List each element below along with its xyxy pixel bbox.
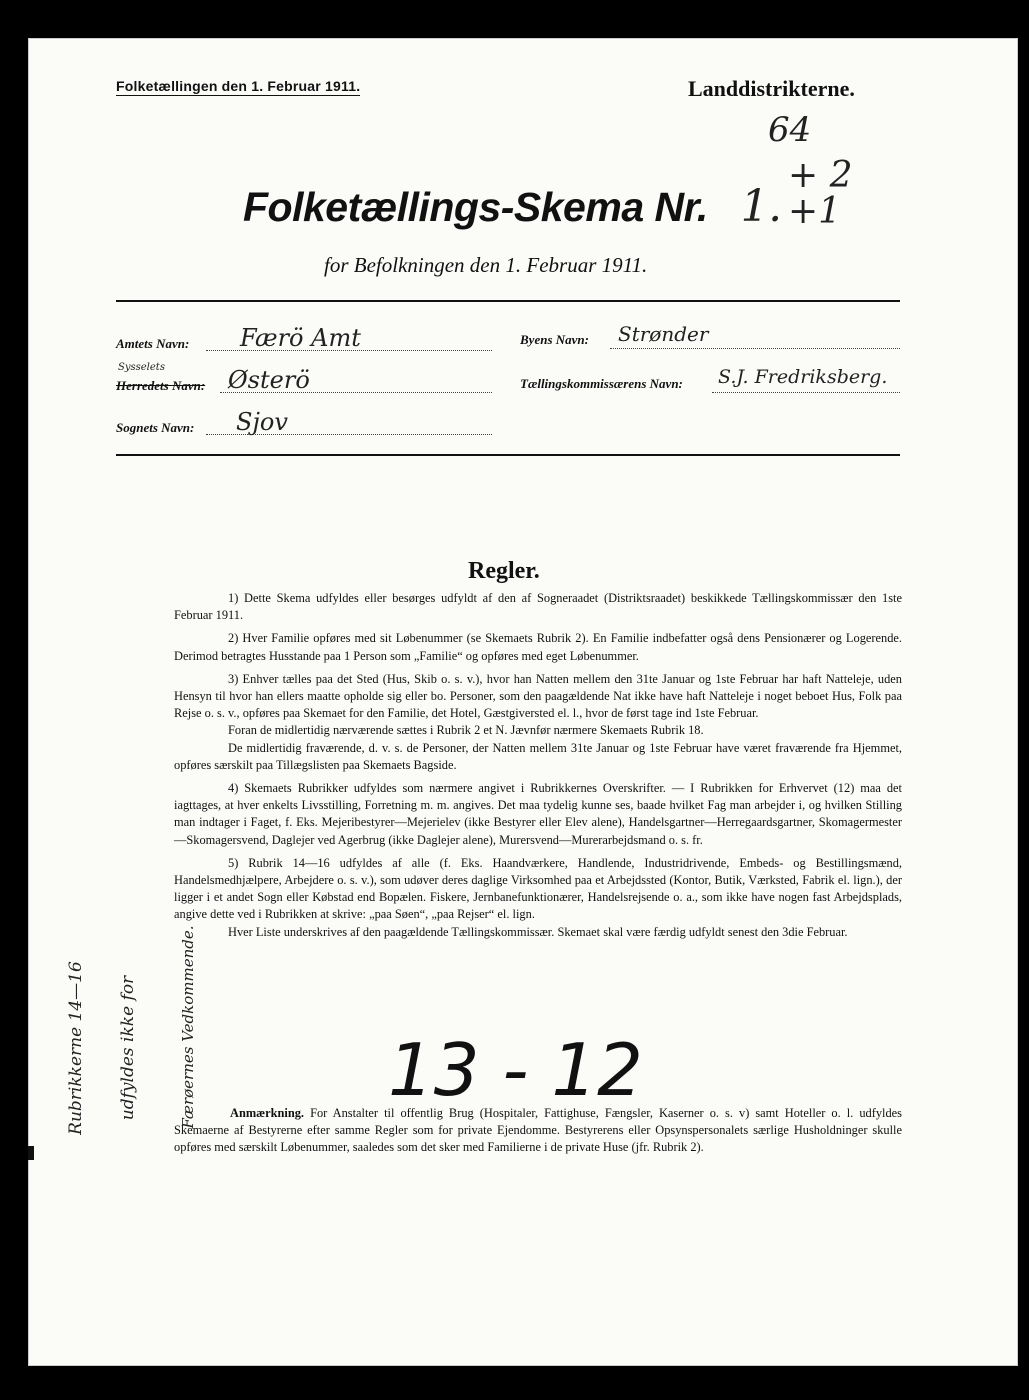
census-form-sheet [28,38,1018,1366]
kommissaer-dotline [712,392,900,393]
kommissaer-label: Tællingskommissærens Navn: [520,376,683,391]
handwritten-top-number: 64 [768,110,812,150]
amt-dotline [206,350,492,351]
rule-paragraph: Hver Liste underskrives af den paagældende Tællingskommissær. Skemaet skal være færdig udfyldt senest den 3die Februar. [228,924,848,939]
margin-note-line3: Færøernes Vedkommende. [179,925,197,1129]
herred-label-correction: Sysselets [118,362,165,373]
sogn-label: Sognets Navn: [116,420,195,435]
byens-label: Byens Navn: [520,332,589,347]
rules-body [174,590,902,947]
form-subtitle: for Befolkningen den 1. Februar 1911. [324,253,648,277]
rule-paragraph: Foran de midlertidig nærværende sættes i Rubrik 2 et N. Jævnfør nærmere Skemaets Rubrik 18. [228,723,704,738]
rules-heading: Regler. [468,558,540,584]
amt-label: Amtets Navn: [116,336,190,351]
herred-value: Østerö [228,366,310,394]
byens-dotline [610,348,900,349]
byens-value: Strønder [618,322,709,346]
handwritten-count: 13 - 12 [388,1028,643,1112]
handwritten-plus-marks: + 2 +1 [788,155,853,232]
rule-paragraph: De midlertidig fraværende, d. v. s. de Personer, der Natten mellem 31te Januar og 1ste Februar have været fraværende fra Hjemmet, opføres særskilt paa Tillægslisten paa Skemaets Bagside. [174,740,902,772]
rule-paragraph: 1) Dette Skema udfyldes eller besørges udfyldt af den af Sogneraadet (Distriktsraadet) beskikkede Tællingskommissær den 1ste Februar 1911. [174,591,902,623]
rule-paragraph: 5) Rubrik 14—16 udfyldes af alle (f. Eks. Haandværkere, Handlende, Industridrivende, Embeds- og Bestillingsmænd, Handelsmedhjælpere, Arbejdere o. s. v.), som udøver deres daglige Virksomhed paa et Arbejdssted (Kontor, Butik, Værksted, Fabrik el. lign.), der ligger i et andet Sogn eller Købstad end Bopælen. Fiskere, Jernbanefunktionærer, Handelsrejsende o. a., som ikke have nogen fast Arbejdsplads, angive dette ved i Rubrikken at skrive: „paa Søen“, „paa Rejser“ el. lign. [174,855,902,922]
annotation-note [174,1105,902,1157]
amt-value: Færö Amt [240,324,361,352]
edge-mark [28,1146,34,1160]
form-title [243,181,782,232]
fields-divider [116,454,900,456]
rule-paragraph: 4) Skemaets Rubrikker udfyldes som nærmere angivet i Rubrikkernes Overskrifter. — I Rubrikken for Erhvervet (12) maa det iagttages, at hver enkelts Livsstilling, Forretning m. m. angives. Det maa tydelig kunne ses, baade hvilket Fag man arbejder i, og hvilken Stilling man indtager i Faget, f. Eks. Mejeribestyrer—Mejerielev (ikke Bestyrer eller Elev alene), Handelsgartner—Herregaardsgartner, Skomagermester—Skomagersvend, Daglejer ved Agerbrug (ikke Daglejer alene), Murersvend—Murerarbejdsmand o. s. fr. [174,781,902,847]
census-date-label: Folketællingen den 1. Februar 1911. [116,78,361,94]
sogn-dotline [206,434,492,435]
note-label: Anmærkning. [230,1106,305,1120]
district-type-label: Landdistrikterne. [688,76,855,101]
herred-label: Herredets Navn: [116,378,206,393]
form-number: 1. [740,181,782,232]
margin-note-line1: Rubrikkerne 14—16 [66,961,86,1135]
top-divider [116,300,900,302]
note-text: For Anstalter til offentlig Brug (Hospitaler, Fattighuse, Fængsler, Kaserner o. s. v) samt Hoteller o. l. udfyldes Skemaerne af Bestyrerne efter samme Regler som for private Ejendomme. Bestyrerens eller Opsynspersonalets særlige Husholdninger skulle opføres med særskilt Løbenummer, saaledes som det sker med Familierne i de private Huse (jfr. Rubrik 2). [174,1106,902,1155]
rule-paragraph: 2) Hver Familie opføres med sit Løbenummer (se Skemaets Rubrik 2). En Familie indbefatter også dens Pensionærer og Logerende. Derimod betragtes Husstande paa 1 Person som „Familie“ og opføres med eget Løbenummer. [174,631,902,663]
margin-note-line2: udfyldes ikke for [118,975,138,1121]
kommissaer-value: S.J. Fredriksberg. [718,366,888,388]
rule-paragraph: 3) Enhver tælles paa det Sted (Hus, Skib o. s. v.), hvor han Natten mellem den 31te Januar og 1ste Februar har haft Natteleje, uden Hensyn til hvor han ellers maatte opholde sig eller bo. Personer, som den paagældende Nat ikke have haft Natteleje i noget beboet Hus, Folk paa Rejse o. s. v., opføres paa Skemaet for den Familie, det Hotel, Gæstgiversted el. l., hvor de først tage ind 1ste Februar. [174,671,902,721]
form-title-text: Folketællings-Skema Nr. [243,184,708,230]
sogn-value: Sjov [236,408,288,436]
herred-dotline [220,392,492,393]
